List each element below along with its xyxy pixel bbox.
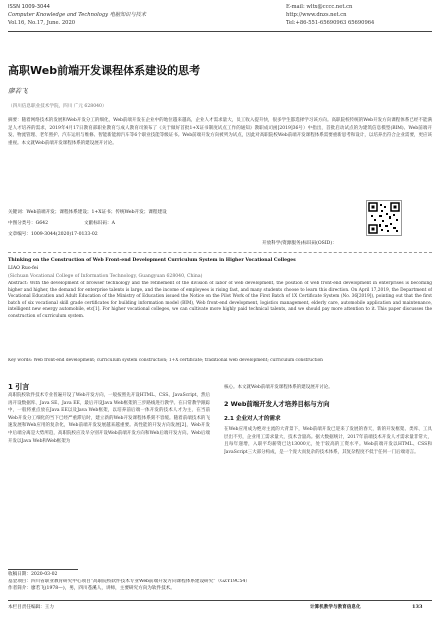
journal-name: Computer Knowledge and Technology 电脑知识与技术 [8, 12, 147, 18]
section-2-1-text: 在Web应用成为绝对主流的大背景下，Web前端开发已迎来了发展的春天，新的开发框架、类库、工具层出不穷，企业用工需求量大，技术含量高。据大数据统计，2017年前端技术开发人才需求量非常大，且每年递增，入职平均薪资已达13000元，处于较高的工资水平。Web前端开发以HTML、CSS和JavaScript三大部分构成，是一个庞大而复杂的技术体系，其复杂程度不低于任何一门后端语言。 [224, 427, 432, 455]
keywords-en: Key words: Web front-end development; curriculum system construction; 1+X certificate; traditional web development; curriculum construction [8, 358, 323, 363]
paper-title: 高职Web前端开发课程体系建设的思考 [8, 64, 201, 77]
qr-code[interactable] [366, 200, 402, 236]
section-2-title: 2 Web前端开发人才培养目标与方向 [224, 400, 330, 408]
volume-info: Vol.16, No.17, June. 2020 [8, 20, 76, 26]
page-number: 133 [412, 604, 423, 610]
footnote-rule [8, 569, 78, 570]
abstract-cn: 摘要：随着网络技术的发展和Web开发分工的细化，Web前端开发在企业中的地位越来越高，企业人才需求量大，员工收入提升快，很多学生都选择学习该方向。高职院校传统的Web开发方向课程体系已经不能满足人才培养的需求，2019年4月17日教育部职业教育与成人教育司颁布了《关于做好首批1+X证书制度试点工作的通知》教职成司函[2019]36号）中指出，首批启动试点的为建筑信息模型(BIM)、Web前端开发、物流管理、老年照护、汽车运用与维修、智能新能源汽车等6个职业技能等级证书。Web前端开发方向被列为试点，因此对高职院校Web前端开发课程体系需要重新思考和设计，以培养出符合企业需要，更应该重视。本文就Web前端开发课程体系的建设展开讨论。 [8, 118, 432, 146]
article-number: 文章编号：1009-3044(2020)17-0133-02 [8, 232, 98, 237]
footer-rule [8, 600, 432, 601]
osid-label: 开放科学(资源服务)标识码(OSID)： [262, 241, 337, 246]
affiliation: （四川信息职业技术学院，四川 广元 628040） [8, 104, 107, 109]
editor-note: 本栏目责任编辑：王力 [8, 605, 54, 610]
column-name: 计算机教学与教育信息化 [310, 605, 361, 610]
author-en: LIAO Ruo-fei [8, 266, 39, 271]
received-date: 收稿日期：2020-03-02 [8, 572, 58, 577]
section-2-1-title: 2.1 企业对人才的需求 [224, 416, 281, 422]
email: E-mail: wltx@cccc.net.cn [286, 4, 353, 10]
section-1-text-continued: 核心。本文就Web前端开发课程体系的建设展开讨论。 [224, 385, 333, 390]
website: http://www.dnzs.net.cn [286, 12, 347, 18]
abstract-en: Abstract: With the development of browser technology and the refinement of the division of labor of web development, the position of web front-end development in enterprises is becoming higher and higher, the demand for enterprise talents is large, and the income of employees is rising fast, and many students choose to learn this direction. On April 17,2019, the Department of Vocational Education and Adult Education of the Ministry of Education issued the Notice on the Pilot Work of the First Batch of 1X Certificate System (No. 36[2019]), pointing out that the first batch of six vocational skill grade certificates for building information model (BIM), Web front-end development, logistics management, elderly care, automobile application and maintenance, intelligent new energy automobile, etc[1]. For higher vocational colleges, we can cultivate more highly paid technical talents, and we should pay more attention to it. This paper discusses the construction of curriculum system. [8, 281, 432, 319]
clc-number: 中图分类号：G642 [8, 221, 49, 226]
title-en: Thinking on the Construction of Web Front-end Development Curriculum System in Higher Vocational Colleges [8, 258, 296, 263]
section-1-title: 1 引言 [8, 383, 30, 391]
section-divider [8, 252, 432, 253]
telephone: Tel:+86-551-65690963 65690964 [286, 20, 375, 26]
document-code: 文献标识码：A [84, 221, 115, 226]
qr-code-icon [367, 201, 401, 235]
fund-project: 基金项目：四川省职业教育研究中心项目“高职院校软件技术专业Web前端开发方向课程体系建设研究”（GZY19C54） [8, 579, 250, 584]
header-rule [8, 31, 432, 32]
keywords-cn: 关键词：Web前端开发；课程体系建设；1+X证书；传统Web开发；课程建设 [8, 210, 167, 215]
affiliation-en: (Sichuan Vocational College of Information Technology, Guangyuan 628040, China) [8, 274, 203, 279]
author-name: 廖若飞 [8, 87, 28, 95]
section-1-text: 高职院校软件技术专业普遍开设了Web开发方向，一般按照先开设HTML、CSS、JavaScript，然后再开设数据库、Java SE、Java EE，最后开设Java Web框架的三步路线进行教学。在日常教学跟踪中，一般将重点放在Java EE以及Java Web框架，以培养前后端一体开发的技术人才为主，在当前Web开发分工细化的当下已经严重滞后时，建立新的Web开发课程体系刻不容缓。随着前端技术的飞速发展和Web应用的复杂化，Web前端开发发展越来越重要。高性能的开发方向发展[2]，Web开发中后端分离是大势所趋，高职院校应及早分别开设Web前端开发方向和Web后端开发方向。Web后端开发以Java Web和Web框架为 [8, 393, 210, 444]
author-bio: 作者简介：廖若飞(1978—)，男，四川苍溪人，讲师，主要研究方向为软件技术。 [8, 586, 175, 591]
issn: ISSN 1009-3044 [8, 4, 50, 10]
